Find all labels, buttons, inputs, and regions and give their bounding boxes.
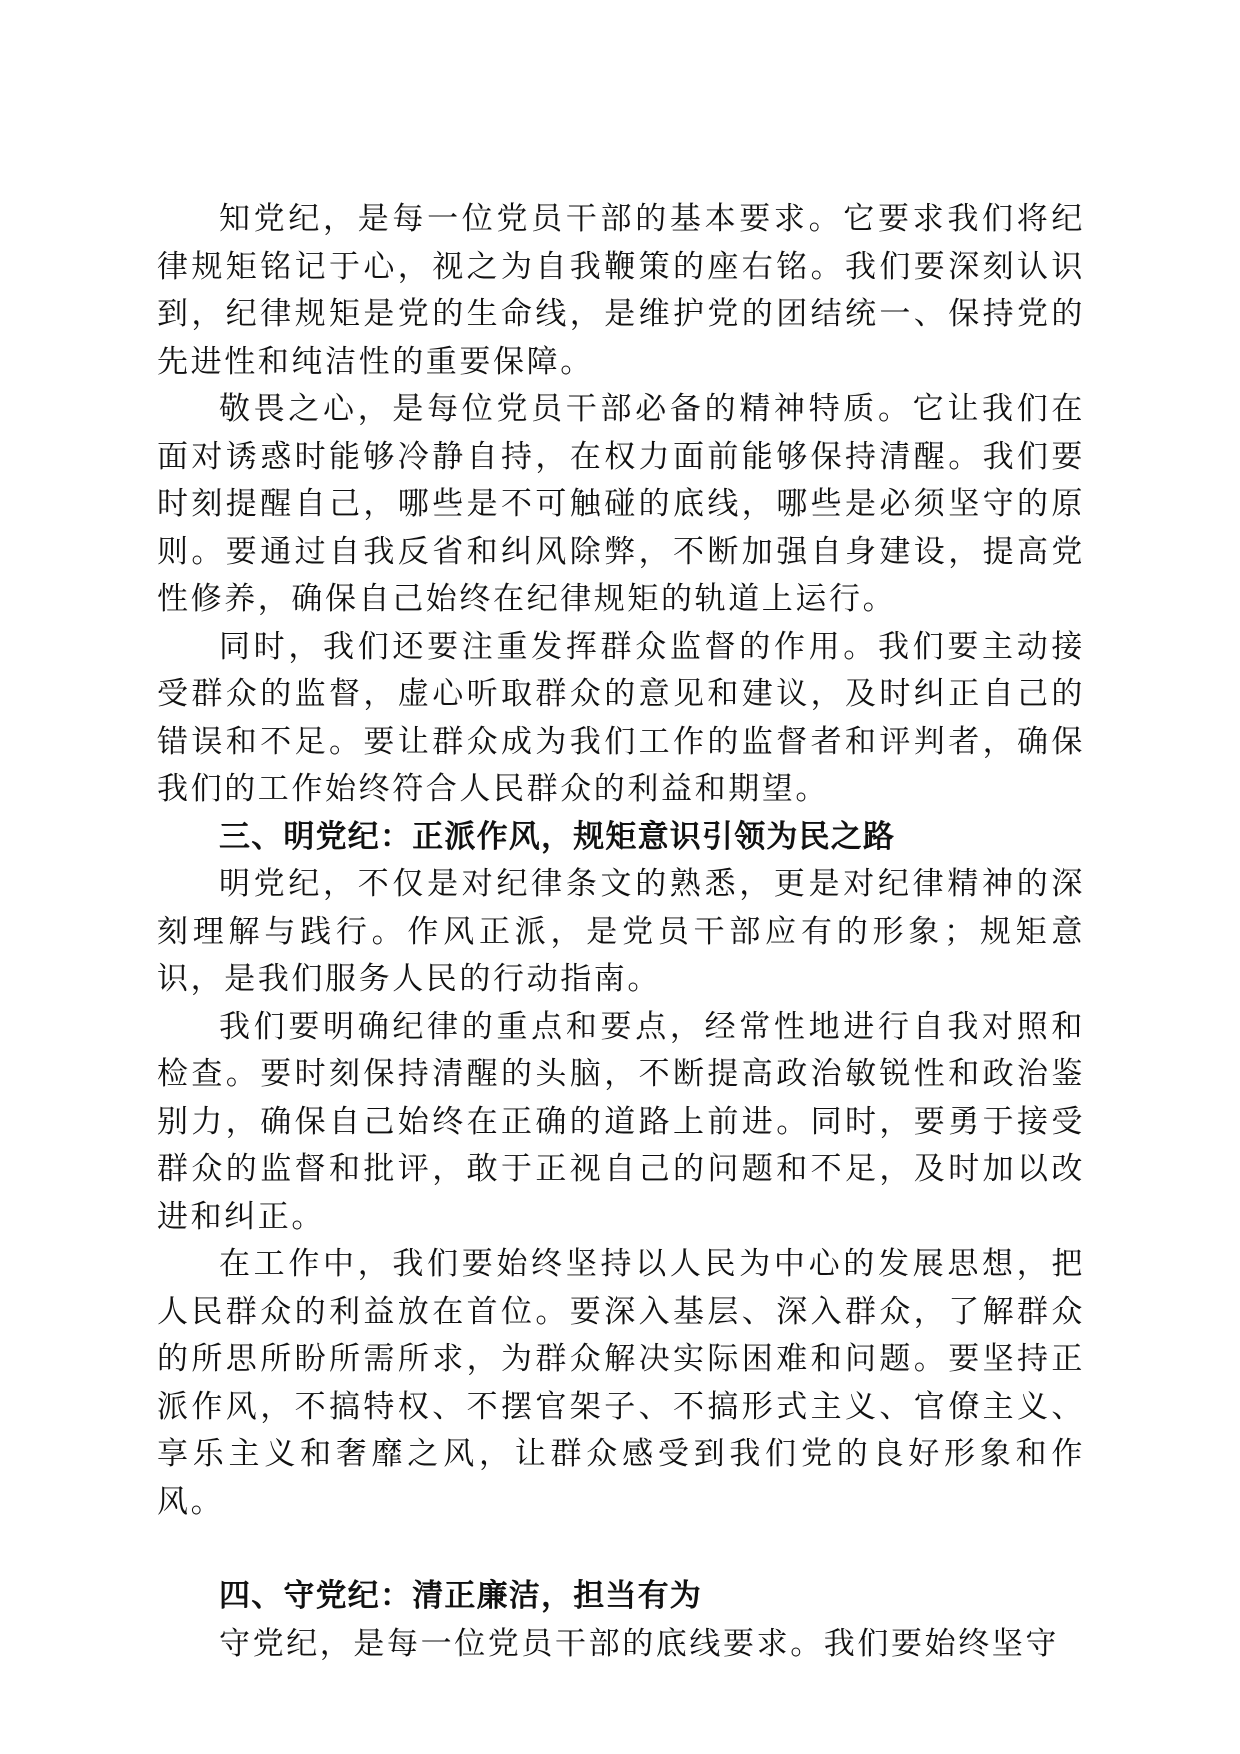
section-heading-three: 三、明党纪：正派作风，规矩意识引领为民之路 [219, 818, 896, 855]
paragraph-know-discipline: 知党纪，是每一位党员干部的基本要求。它要求我们将纪律规矩铭记于心，视之为自我鞭策的座右铭。我们要深刻认识到，纪律规矩是党的生命线，是维护党的团结统一、保持党的先进性和纯洁性的重要保障。 [157, 201, 1085, 380]
document-body [157, 196, 1085, 1668]
paragraph-self-check: 我们要明确纪律的重点和要点，经常性地进行自我对照和检查。要时刻保持清醒的头脑，不断提高政治敏锐性和政治鉴别力，确保自己始终在正确的道路上前进。同时，要勇于接受群众的监督和批评，敢于正视自己的问题和不足，及时加以改进和纠正。 [157, 1008, 1085, 1235]
paragraph-mass-supervision: 同时，我们还要注重发挥群众监督的作用。我们要主动接受群众的监督，虚心听取群众的意见和建议，及时纠正自己的错误和不足。要让群众成为我们工作的监督者和评判者，确保我们的工作始终符合人民群众的利益和期望。 [157, 628, 1085, 807]
section-heading-four: 四、守党纪：清正廉洁，担当有为 [219, 1578, 702, 1614]
paragraph-reverence: 敬畏之心，是每位党员干部必备的精神特质。它让我们在面对诱惑时能够冷静自持，在权力面前能够保持清醒。我们要时刻提醒自己，哪些是不可触碰的底线，哪些是必须坚守的原则。要通过自我反省和纠风除弊，不断加强自身建设，提高党性修养，确保自己始终在纪律规矩的轨道上运行。 [157, 391, 1085, 617]
paragraph-understand-discipline: 明党纪，不仅是对纪律条文的熟悉，更是对纪律精神的深刻理解与践行。作风正派，是党员干部应有的形象；规矩意识，是我们服务人民的行动指南。 [157, 866, 1085, 997]
paragraph-keep-discipline: 守党纪，是每一位党员干部的底线要求。我们要始终坚守 [219, 1625, 1059, 1662]
paragraph-people-centered: 在工作中，我们要始终坚持以人民为中心的发展思想，把人民群众的利益放在首位。要深入基层、深入群众，了解群众的所思所盼所需所求，为群众解决实际困难和问题。要坚持正派作风，不搞特权、不摆官架子、不搞形式主义、官僚主义、享乐主义和奢靡之风，让群众感受到我们党的良好形象和作风。 [157, 1246, 1085, 1520]
